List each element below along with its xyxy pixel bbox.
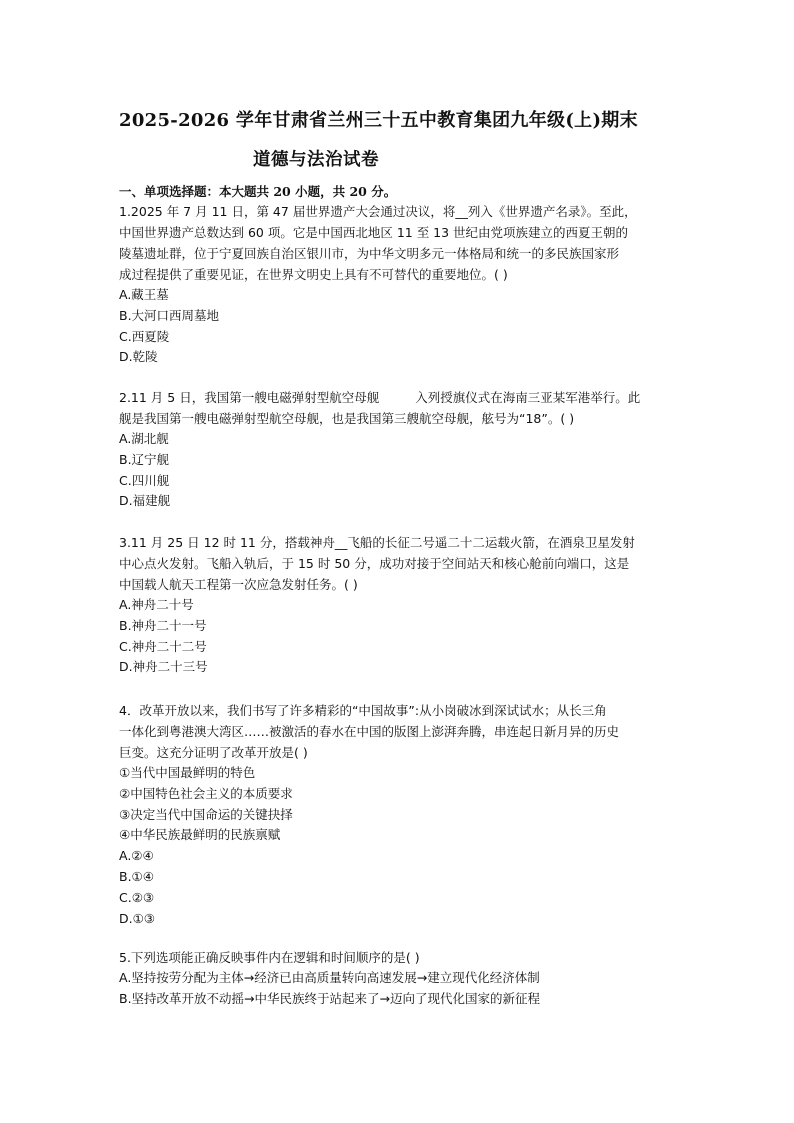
question-stem-part: 入列授旗仪式在海南三亚某军港举行。此	[415, 390, 641, 405]
option-d[interactable]: D.①③	[119, 910, 156, 926]
option-c[interactable]: C.西夏陵	[119, 328, 170, 344]
option-c[interactable]: C.四川舰	[119, 472, 170, 488]
option-d[interactable]: D.神舟二十三号	[119, 659, 208, 675]
question-4	[119, 700, 679, 929]
question-3	[119, 532, 679, 678]
option-b[interactable]: B.①④	[119, 868, 154, 884]
question-stem-line: 1.2025 年 7 月 11 日，第 47 届世界遗产大会通过决议，将__列入《世界遗产名录》。至此，	[119, 204, 637, 219]
option-b[interactable]: B.辽宁舰	[119, 451, 170, 467]
question-1	[119, 201, 679, 368]
option-d[interactable]: D.乾陵	[119, 349, 158, 365]
question-2	[119, 387, 679, 512]
statement-1: ①当代中国最鲜明的特色	[119, 765, 256, 780]
option-c[interactable]: C.②③	[119, 889, 155, 905]
question-stem-line: 陵墓遗址群，位于宁夏回族自治区银川市，为中华文明多元一体格局和统一的多民族国家形	[119, 246, 620, 261]
question-stem-line: 舰是我国第一艘电磁弹射型航空母舰，也是我国第三艘航空母舰，舷号为“18”。( )	[119, 411, 575, 426]
exam-title-line2: 道德与法治试卷	[253, 150, 379, 170]
question-stem-line: 3.11 月 25 日 12 时 11 分，搭载神舟__飞船的长征二号遥二十二运载火箭，在酒泉卫星发射	[119, 535, 635, 550]
question-stem-line: 4．改革开放以来，我们书写了许多精彩的“中国故事”:从小岗破冰到深试试水；从长三角	[119, 703, 607, 718]
statement-3: ③决定当代中国命运的关键抉择	[119, 806, 293, 822]
statement-4: ④中华民族最鲜明的民族禀赋	[119, 827, 281, 843]
option-a[interactable]: A.神舟二十号	[119, 597, 194, 612]
option-d[interactable]: D.福建舰	[119, 493, 171, 509]
question-stem-line: 成过程提供了重要见证，在世界文明史上具有不可替代的重要地位。( )	[119, 267, 508, 282]
question-5	[119, 947, 679, 1010]
question-stem-line	[119, 387, 679, 408]
question-stem-line: 中心点火发射。飞船入轨后，于 15 时 50 分，成功对接于空间站天和核心舱前向端口，这是	[119, 556, 630, 571]
option-b[interactable]: B.坚持改革开放不动摇→中华民族终于站起来了→迈向了现代化国家的新征程	[119, 990, 540, 1006]
exam-title-line1: 2025-2026 学年甘肃省兰州三十五中教育集团九年级(上)期末	[119, 110, 638, 131]
question-stem-line: 中国载人航天工程第一次应急发射任务。( )	[119, 577, 358, 592]
option-a[interactable]: A.藏王墓	[119, 287, 169, 302]
question-stem-line: 巨变。这充分证明了改革开放是( )	[119, 745, 308, 760]
option-c[interactable]: C.神舟二十二号	[119, 638, 207, 654]
statement-2: ②中国特色社会主义的本质要求	[119, 785, 293, 801]
question-stem-part: 2.11 月 5 日，我国第一艘电磁弹射型航空母舰	[119, 390, 380, 405]
question-stem-line: 5.下列选项能正确反映事件内在逻辑和时间顺序的是( )	[119, 950, 420, 965]
question-stem-line: 一体化到粤港澳大湾区……被激活的春水在中国的版图上澎湃奔腾，串连起日新月异的历史	[119, 724, 620, 739]
section-heading: 一、单项选择题：本大题共 20 小题，共 20 分。	[119, 184, 397, 199]
option-b[interactable]: B.神舟二十一号	[119, 617, 207, 633]
option-a[interactable]: A.②④	[119, 848, 154, 864]
option-a[interactable]: A.湖北舰	[119, 431, 169, 446]
option-b[interactable]: B.大河口西周墓地	[119, 307, 220, 323]
option-a[interactable]: A.坚持按劳分配为主体→经济已由高质量转向高速发展→建立现代化经济体制	[119, 970, 540, 985]
question-stem-line: 中国世界遗产总数达到 60 项。它是中国西北地区 11 至 13 世纪由党项族建立的西夏王朝的	[119, 225, 629, 240]
